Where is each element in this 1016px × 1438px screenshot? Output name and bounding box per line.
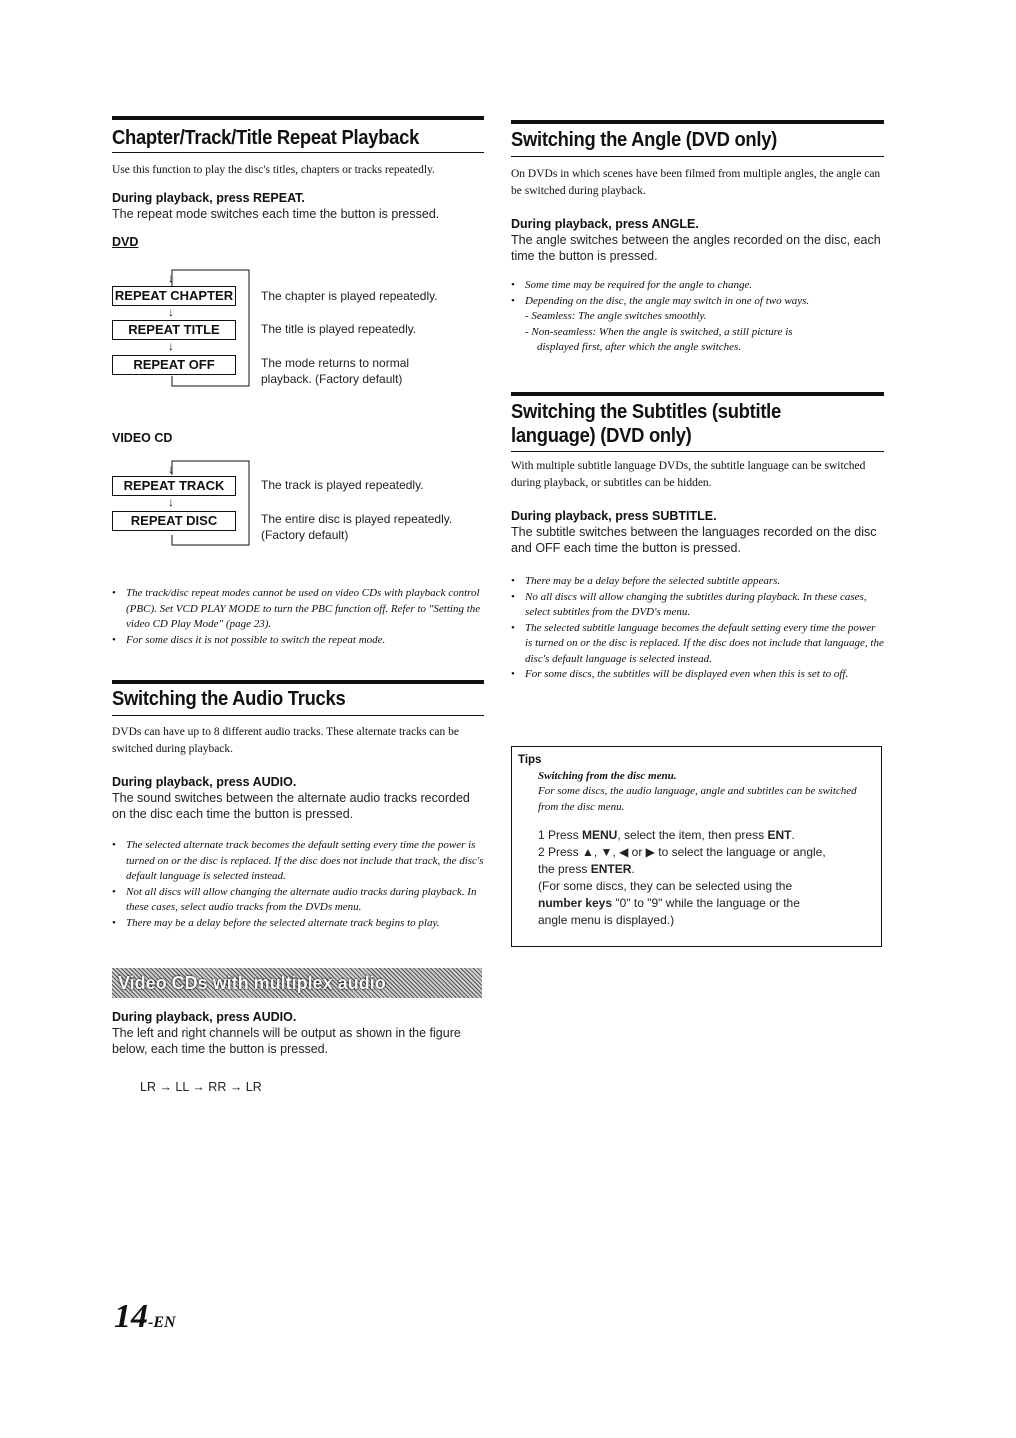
instruction-prefix: During playback, press — [511, 217, 652, 231]
repeat-chapter-mode: REPEAT CHAPTER — [112, 286, 236, 306]
list-item: • Not all discs will allow changing the alternate audio tracks during playback. In these cases, select audio tracks from the DVDs menu. — [112, 885, 484, 916]
audio-key: AUDIO. — [252, 775, 297, 789]
dvd-repeat-diagram — [112, 262, 484, 392]
number-keys-label: number keys — [538, 896, 613, 910]
list-item: - Seamless: The angle switches smoothly. — [525, 310, 707, 322]
section-rule — [511, 156, 884, 157]
down-arrow-icon: ↓ — [168, 305, 174, 319]
step-text: "0" to "9" while the language or the — [612, 896, 800, 910]
section-rule — [112, 715, 484, 716]
audio-body: The sound switches between the alternate audio tracks recorded on the disc each time the button is pressed. — [112, 791, 470, 821]
instruction-prefix: During playback, press — [112, 775, 253, 789]
audio-instruction — [112, 774, 484, 790]
channel-sequence: LR → LL → RR → LR — [140, 1080, 262, 1094]
list-item: • For some discs it is not possible to switch the repeat mode. — [112, 633, 484, 649]
angle-instruction — [511, 216, 884, 232]
repeat-title-desc: The title is played repeatedly. — [261, 322, 417, 336]
angle-intro: On DVDs in which scenes have been filmed from multiple angles, the angle can be switched during playback. — [511, 168, 881, 197]
tips-heading: Switching from the disc menu. — [538, 770, 677, 782]
section-bar — [511, 120, 884, 124]
audio-notes — [112, 838, 484, 931]
tips-paren-3: angle menu is displayed.) — [538, 913, 675, 927]
down-arrow-icon: ↓ — [168, 462, 174, 476]
repeat-key: REPEAT. — [253, 191, 305, 205]
repeat-section-title: Chapter/Track/Title Repeat Playback — [112, 127, 420, 149]
angle-section-title: Switching the Angle (DVD only) — [511, 129, 778, 151]
angle-section — [511, 120, 884, 356]
instruction-prefix: During playback, press — [112, 191, 254, 205]
tips-label: Tips — [518, 754, 542, 766]
instruction-prefix: During playback, press — [112, 1010, 253, 1024]
angle-body: The angle switches between the angles recorded on the disc, each time the button is pressed. — [511, 233, 881, 263]
section-bar — [112, 116, 484, 120]
repeat-title-mode: REPEAT TITLE — [112, 320, 236, 340]
list-item: • There may be a delay before the selected alternate track begins to play. — [112, 916, 484, 932]
repeat-disc-desc: The entire disc is played repeatedly. (Factory default) — [261, 512, 453, 542]
multiplex-key: AUDIO. — [252, 1010, 297, 1024]
tips-box — [511, 746, 882, 947]
section-bar — [511, 392, 884, 396]
step-text: the press — [538, 862, 591, 876]
repeat-off-desc: The mode returns to normal playback. (Factory default) — [261, 356, 410, 386]
repeat-off-mode: REPEAT OFF — [112, 355, 236, 375]
repeat-chapter-desc: The chapter is played repeatedly. — [261, 289, 438, 303]
subtitle-notes — [511, 574, 884, 683]
down-arrow-icon: ↓ — [168, 339, 174, 353]
page-number-suffix: -EN — [148, 1314, 176, 1331]
audio-section-title: Switching the Audio Trucks — [112, 688, 346, 710]
multiplex-banner-text: Video CDs with multiplex audio — [118, 973, 386, 993]
multiplex-body: The left and right channels will be output as shown in the figure below, each time the button is pressed. — [112, 1026, 461, 1056]
vcd-flow-lines — [112, 455, 262, 555]
section-rule — [112, 152, 484, 153]
repeat-track-desc: The track is played repeatedly. — [261, 478, 424, 492]
list-item: • The track/disc repeat modes cannot be used on video CDs with playback control (PBC). Set VCD PLAY MODE to turn the PBC function off. Refer to "Setting the video CD Play Mode" (page 23). — [112, 586, 484, 633]
subtitle-body: The subtitle switches between the languages recorded on the disc and OFF each time the button is pressed. — [511, 525, 877, 555]
step-text: 1 Press — [538, 828, 583, 842]
section-rule — [511, 451, 884, 452]
section-bar — [112, 680, 484, 684]
multiplex-banner — [112, 968, 482, 998]
subtitle-intro: With multiple subtitle language DVDs, the subtitle language can be switched during playback, or subtitles can be hidden. — [511, 460, 866, 489]
down-arrow-icon: ↓ — [168, 271, 174, 285]
left-column — [112, 116, 484, 250]
tips-step-2-cont — [538, 861, 868, 878]
angle-sub-notes — [511, 309, 884, 356]
repeat-notes — [112, 586, 484, 648]
subtitle-instruction — [511, 508, 884, 524]
tips-content — [538, 769, 868, 929]
repeat-body: The repeat mode switches each time the button is pressed. — [112, 207, 440, 221]
list-item: displayed first, after which the angle switches. — [537, 341, 742, 353]
tips-step-1 — [538, 827, 868, 844]
step-text: . — [791, 828, 795, 842]
angle-key: ANGLE. — [651, 217, 699, 231]
repeat-instruction — [112, 190, 484, 206]
tips-text: For some discs, the audio language, angle and subtitles can be switched from the disc menu. — [538, 785, 857, 813]
page-number-digits: 14 — [114, 1298, 148, 1335]
repeat-intro: Use this function to play the disc's titles, chapters or tracks repeatedly. — [112, 164, 435, 176]
subtitle-key: SUBTITLE. — [652, 509, 717, 523]
subtitle-section-title-line1: Switching the Subtitles (subtitle — [511, 401, 781, 423]
instruction-prefix: During playback, press — [511, 509, 653, 523]
list-item: • No all discs will allow changing the subtitles during playback. In these cases, select subtitles from the DVD's menu. — [511, 590, 884, 621]
audio-intro: DVDs can have up to 8 different audio tracks. These alternate tracks can be switched during playback. — [112, 726, 459, 755]
angle-notes — [511, 278, 884, 309]
step-text: . — [631, 862, 635, 876]
vcd-label: VIDEO CD — [112, 431, 173, 445]
list-item: - Non-seamless: When the angle is switched, a still picture is — [525, 325, 793, 338]
menu-key: MENU — [582, 828, 618, 842]
multiplex-instruction — [112, 1009, 484, 1025]
list-item: • Depending on the disc, the angle may switch in one of two ways. — [511, 294, 884, 310]
page-number — [114, 1298, 176, 1336]
repeat-disc-mode: REPEAT DISC — [112, 511, 236, 531]
dvd-label: DVD — [112, 235, 139, 249]
ent-key: ENT — [767, 828, 792, 842]
multiplex-section — [112, 1009, 484, 1095]
tips-step-2: 2 Press ▲, ▼, ◀ or ▶ to select the language or angle, — [538, 845, 826, 859]
repeat-track-mode: REPEAT TRACK — [112, 476, 236, 496]
list-item: • The selected alternate track becomes the default setting every time the power is turned on or the disc is replaced. If the disc does not include that track, the disc's default language is selected instead. — [112, 838, 484, 885]
step-text: , select the item, then press — [617, 828, 768, 842]
list-item: • For some discs, the subtitles will be displayed even when this is set to off. — [511, 667, 884, 683]
down-arrow-icon: ↓ — [168, 495, 174, 509]
vcd-repeat-diagram — [112, 455, 484, 555]
enter-key: ENTER — [590, 862, 632, 876]
audio-section — [112, 680, 484, 931]
subtitle-section-title-line2: language) (DVD only) — [511, 425, 692, 447]
tips-paren-1: (For some discs, they can be selected using the — [538, 879, 793, 893]
subtitle-section — [511, 392, 884, 683]
list-item: • The selected subtitle language becomes the default setting every time the power is turned on or the disc is replaced. If the disc does not include that language, the disc's default language is selected instead. — [511, 621, 884, 668]
tips-paren-2 — [538, 895, 868, 912]
list-item: • Some time may be required for the angle to change. — [511, 278, 884, 294]
list-item: • There may be a delay before the selected subtitle appears. — [511, 574, 884, 590]
